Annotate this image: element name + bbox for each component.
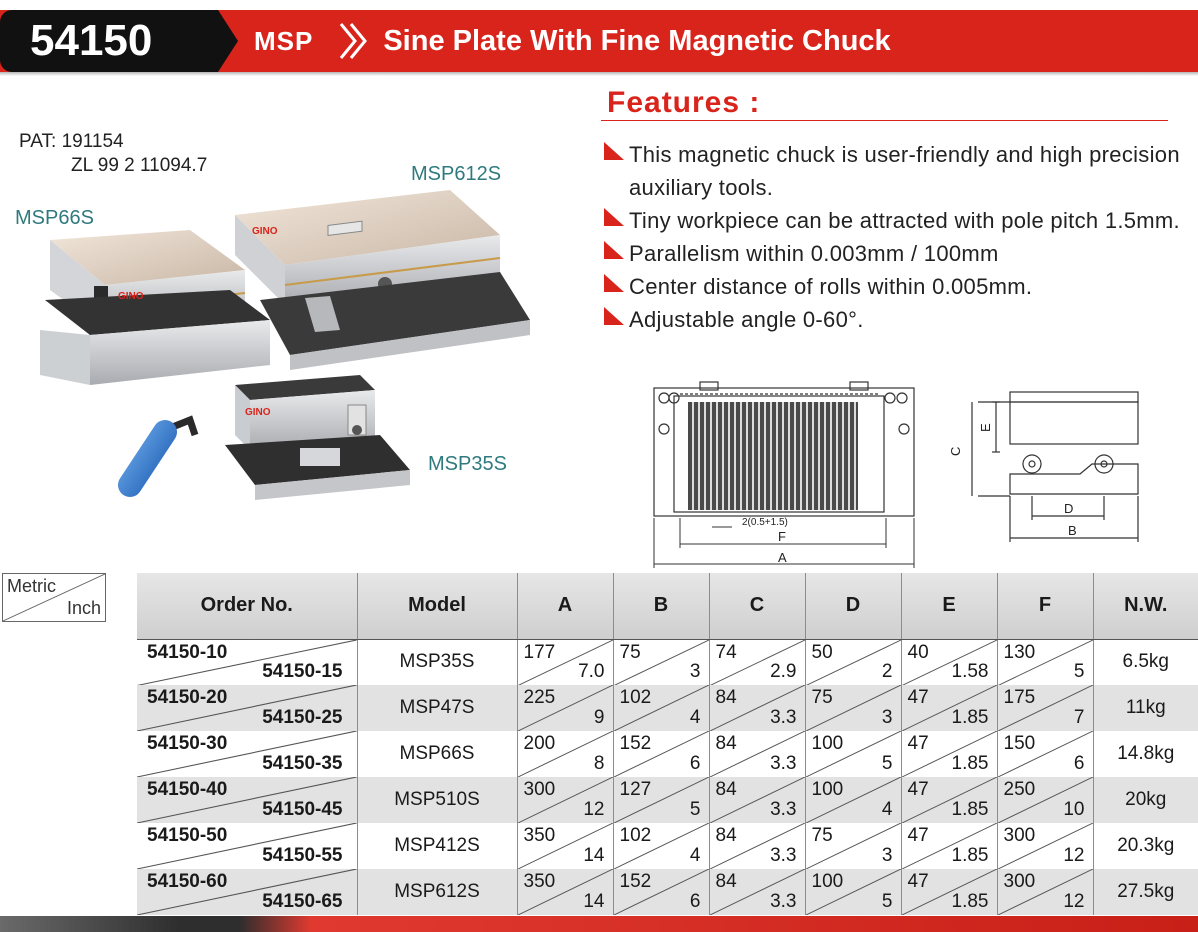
dim-cell-a: [517, 823, 613, 869]
inch-value: 2.9: [770, 661, 797, 682]
inch-value: 2: [881, 661, 893, 682]
bullet-triangle-icon: [602, 142, 624, 160]
model-cell: MSP612S: [357, 869, 517, 915]
dim-cell-b: [613, 777, 709, 823]
inch-value: 6: [689, 891, 701, 912]
dim-cell-f: [997, 731, 1093, 777]
inch-value: 1.58: [951, 661, 989, 682]
inch-value: 14: [583, 891, 605, 912]
inch-value: 3.3: [770, 799, 797, 820]
inch-value: 5: [689, 799, 701, 820]
inch-value: 3.3: [770, 753, 797, 774]
order-metric: 54150-10: [147, 641, 228, 663]
dim-label-d: D: [1064, 501, 1074, 516]
page-title: Sine Plate With Fine Magnetic Chuck: [383, 24, 891, 57]
order-inch: 54150-65: [262, 891, 343, 912]
label-msp66s: MSP66S: [15, 207, 94, 229]
col-a: A: [517, 573, 613, 639]
metric-value: 47: [907, 733, 929, 754]
unit-inch: Inch: [66, 598, 101, 618]
inch-value: 3.3: [770, 845, 797, 866]
brand-logo-35: GINO: [245, 407, 271, 418]
metric-value: 102: [619, 687, 652, 708]
metric-value: 177: [523, 641, 556, 663]
brand-logo-66: GINO: [118, 291, 144, 302]
metric-value: 100: [811, 871, 844, 892]
inch-value: 1.85: [951, 891, 989, 912]
order-cell: [137, 777, 357, 823]
dim-label-e: E: [978, 423, 993, 432]
metric-value: 40: [907, 641, 929, 663]
order-inch: 54150-15: [262, 661, 343, 682]
metric-value: 200: [523, 733, 556, 754]
dim-label-f: F: [778, 529, 786, 544]
feature-item: [600, 138, 1180, 204]
col-d: D: [805, 573, 901, 639]
metric-value: 350: [523, 825, 556, 846]
table-header-row: [137, 573, 1198, 639]
metric-value: 47: [907, 687, 929, 708]
feature-item: [600, 204, 1180, 237]
metric-value: 225: [523, 687, 556, 708]
side-view-drawing: [972, 392, 1138, 542]
dim-cell-a: [517, 869, 613, 915]
inch-value: 7: [1073, 707, 1085, 728]
inch-value: 14: [583, 845, 605, 866]
col-e: E: [901, 573, 997, 639]
weight-cell: 6.5kg: [1093, 639, 1198, 685]
dim-cell-a: [517, 731, 613, 777]
feature-text: Center distance of rolls within 0.005mm.: [629, 274, 1033, 299]
inch-value: 3: [689, 661, 701, 682]
table-row: [137, 823, 1198, 869]
product-photo-group: [30, 180, 590, 520]
order-metric: 54150-20: [147, 687, 228, 708]
metric-value: 75: [811, 687, 833, 708]
dim-cell-a: [517, 685, 613, 731]
dim-cell-b: [613, 731, 709, 777]
patent-line-1: PAT: 191154: [19, 131, 124, 152]
dim-cell-b: [613, 869, 709, 915]
dim-cell-b: [613, 639, 709, 685]
metric-value: 350: [523, 871, 556, 892]
order-inch: 54150-45: [262, 799, 343, 820]
inch-value: 1.85: [951, 753, 989, 774]
dim-cell-e: [901, 731, 997, 777]
metric-value: 84: [715, 779, 737, 800]
metric-value: 100: [811, 779, 844, 800]
title-banner: [0, 10, 1198, 72]
feature-text: Tiny workpiece can be attracted with pole pitch 1.5mm.: [629, 208, 1180, 233]
metric-value: 175: [1003, 687, 1036, 708]
table-body: [137, 639, 1198, 915]
metric-value: 84: [715, 825, 737, 846]
metric-value: 47: [907, 871, 929, 892]
dim-cell-f: [997, 639, 1093, 685]
dim-cell-b: [613, 823, 709, 869]
weight-cell: 11kg: [1093, 685, 1198, 731]
dim-cell-d: [805, 869, 901, 915]
dim-cell-b: [613, 685, 709, 731]
metric-value: 250: [1003, 779, 1036, 800]
weight-cell: 20kg: [1093, 777, 1198, 823]
bullet-triangle-icon: [602, 241, 624, 259]
feature-item: [600, 237, 1180, 270]
bullet-triangle-icon: [602, 307, 624, 325]
inch-value: 4: [689, 707, 701, 728]
dim-cell-e: [901, 639, 997, 685]
inch-value: 12: [1063, 891, 1085, 912]
patent-line-2: ZL 99 2 11094.7: [71, 154, 208, 176]
metric-value: 50: [811, 641, 833, 663]
chevron-right-icon: [335, 10, 371, 72]
inch-value: 12: [583, 799, 605, 820]
dim-cell-d: [805, 731, 901, 777]
inch-value: 6: [689, 753, 701, 774]
features-list: [600, 138, 1180, 336]
photo-msp612s: [235, 190, 530, 370]
col-b: B: [613, 573, 709, 639]
series-code: MSP: [254, 25, 314, 56]
metric-value: 75: [619, 641, 641, 663]
label-msp35s: MSP35S: [428, 453, 507, 475]
metric-value: 84: [715, 733, 737, 754]
dim-cell-f: [997, 869, 1093, 915]
order-metric: 54150-50: [147, 825, 228, 846]
inch-value: 5: [881, 753, 893, 774]
metric-value: 150: [1003, 733, 1036, 754]
order-metric: 54150-30: [147, 733, 228, 754]
dim-cell-e: [901, 777, 997, 823]
metric-value: 300: [523, 779, 556, 800]
model-cell: MSP510S: [357, 777, 517, 823]
footer-bar: [0, 916, 1198, 932]
table-row: [137, 731, 1198, 777]
dim-label-b: B: [1068, 523, 1077, 538]
inch-value: 4: [881, 799, 893, 820]
bullet-triangle-icon: [602, 208, 624, 226]
feature-item: [600, 270, 1180, 303]
inch-value: 3: [881, 845, 893, 866]
inch-value: 3: [881, 707, 893, 728]
pitch-label: 2(0.5+1.5): [742, 517, 788, 528]
order-cell: [137, 869, 357, 915]
inch-value: 3.3: [770, 891, 797, 912]
model-cell: MSP66S: [357, 731, 517, 777]
inch-value: 4: [689, 845, 701, 866]
inch-value: 1.85: [951, 707, 989, 728]
metric-value: 84: [715, 687, 737, 708]
patent-info: [19, 130, 207, 178]
dim-cell-c: [709, 869, 805, 915]
feature-item: [600, 303, 1180, 336]
feature-text: This magnetic chuck is user-friendly and high precision auxiliary tools.: [629, 142, 1180, 200]
dim-cell-c: [709, 823, 805, 869]
dim-label-c: C: [948, 446, 963, 456]
order-inch: 54150-55: [262, 845, 343, 866]
metric-value: 84: [715, 871, 737, 892]
inch-value: 5: [1073, 661, 1085, 682]
dim-cell-a: [517, 777, 613, 823]
metric-value: 300: [1003, 825, 1036, 846]
features-title: Features :: [607, 86, 761, 119]
inch-value: 8: [593, 753, 605, 774]
inch-value: 6: [1073, 753, 1085, 774]
dim-label-a: A: [778, 550, 787, 565]
dim-cell-c: [709, 639, 805, 685]
order-inch: 54150-35: [262, 753, 343, 774]
col-nw: N.W.: [1093, 573, 1198, 639]
inch-value: 9: [593, 707, 605, 728]
unit-metric: Metric: [7, 576, 56, 596]
dim-cell-c: [709, 731, 805, 777]
order-metric: 54150-40: [147, 779, 228, 800]
table-row: [137, 639, 1198, 685]
col-c: C: [709, 573, 805, 639]
inch-value: 7.0: [578, 661, 605, 682]
unit-legend: [2, 573, 106, 622]
dim-cell-f: [997, 685, 1093, 731]
weight-cell: 14.8kg: [1093, 731, 1198, 777]
metric-value: 100: [811, 733, 844, 754]
metric-value: 47: [907, 825, 929, 846]
dim-cell-e: [901, 869, 997, 915]
metric-value: 75: [811, 825, 833, 846]
table-row: [137, 685, 1198, 731]
inch-value: 1.85: [951, 845, 989, 866]
order-cell: [137, 685, 357, 731]
order-metric: 54150-60: [147, 871, 228, 892]
dim-cell-c: [709, 777, 805, 823]
dim-cell-d: [805, 639, 901, 685]
feature-text: Adjustable angle 0-60°.: [629, 307, 864, 332]
model-cell: MSP35S: [357, 639, 517, 685]
dim-cell-d: [805, 823, 901, 869]
dim-cell-e: [901, 685, 997, 731]
inch-value: 10: [1063, 799, 1085, 820]
dim-cell-a: [517, 639, 613, 685]
feature-text: Parallelism within 0.003mm / 100mm: [629, 241, 999, 266]
model-cell: MSP47S: [357, 685, 517, 731]
metric-value: 102: [619, 825, 652, 846]
dim-cell-e: [901, 823, 997, 869]
metric-value: 152: [619, 871, 652, 892]
col-f: F: [997, 573, 1093, 639]
metric-value: 127: [619, 779, 652, 800]
dimension-drawings: [640, 376, 1150, 571]
order-cell: [137, 639, 357, 685]
dim-cell-c: [709, 685, 805, 731]
pole-stripes: [688, 402, 858, 510]
metric-value: 130: [1003, 641, 1036, 663]
features-divider: [601, 120, 1168, 121]
metric-value: 74: [715, 641, 737, 663]
metric-value: 47: [907, 779, 929, 800]
product-code: 54150: [0, 10, 218, 72]
inch-value: 1.85: [951, 799, 989, 820]
model-cell: MSP412S: [357, 823, 517, 869]
col-order-no: Order No.: [137, 573, 357, 639]
photo-msp35s: [225, 375, 410, 500]
brand-logo-612: GINO: [252, 226, 278, 237]
dim-cell-f: [997, 823, 1093, 869]
weight-cell: 20.3kg: [1093, 823, 1198, 869]
metric-value: 300: [1003, 871, 1036, 892]
metric-value: 152: [619, 733, 652, 754]
label-msp612s: MSP612S: [411, 163, 502, 185]
order-cell: [137, 823, 357, 869]
col-model: Model: [357, 573, 517, 639]
inch-value: 3.3: [770, 707, 797, 728]
inch-value: 5: [881, 891, 893, 912]
dim-cell-d: [805, 777, 901, 823]
spec-table: [137, 573, 1198, 915]
weight-cell: 27.5kg: [1093, 869, 1198, 915]
order-inch: 54150-25: [262, 707, 343, 728]
photo-wrench: [130, 420, 195, 485]
table-row: [137, 777, 1198, 823]
bullet-triangle-icon: [602, 274, 624, 292]
order-cell: [137, 731, 357, 777]
inch-value: 12: [1063, 845, 1085, 866]
table-row: [137, 869, 1198, 915]
dim-cell-d: [805, 685, 901, 731]
dim-cell-f: [997, 777, 1093, 823]
